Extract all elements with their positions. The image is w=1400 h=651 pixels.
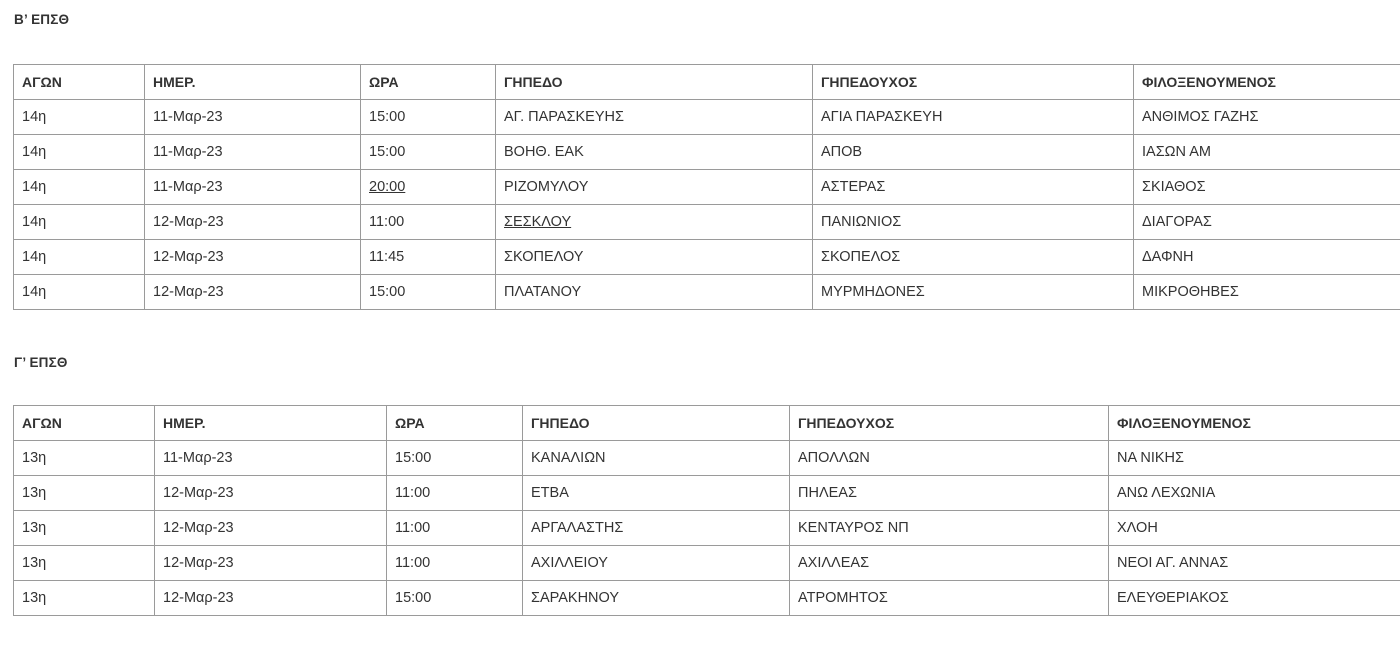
cell-agon: 14η: [14, 205, 145, 240]
cell-stadium-changed: ΣΑΡΑΚΗΝΟΥ: [523, 581, 790, 616]
section-title-b-epsth: Β’ ΕΠΣΘ: [14, 12, 70, 27]
cell-home-team: ΜΥΡΜΗΔΟΝΕΣ: [813, 275, 1134, 310]
cell-agon: 13η: [14, 511, 155, 546]
cell-stadium-changed: ΣΕΣΚΛΟΥ: [496, 205, 813, 240]
cell-time: 11:00: [387, 476, 523, 511]
cell-time: 11:00: [361, 205, 496, 240]
fixtures-table-b-epsth: [13, 64, 1400, 310]
cell-agon: 14η: [14, 100, 145, 135]
cell-agon: 13η: [14, 476, 155, 511]
cell-stadium: ΚΑΝΑΛΙΩΝ: [523, 441, 790, 476]
cell-away-team: ΔΙΑΓΟΡΑΣ: [1134, 205, 1400, 240]
cell-away-team: ΝΕΟΙ ΑΓ. ΑΝΝΑΣ: [1109, 546, 1400, 581]
table-row: [14, 135, 1400, 170]
table-row: [14, 205, 1400, 240]
cell-time: 11:00: [387, 546, 523, 581]
cell-agon: 14η: [14, 240, 145, 275]
cell-away-team: ΝΑ ΝΙΚΗΣ: [1109, 441, 1400, 476]
cell-agon: 14η: [14, 135, 145, 170]
cell-date: 12-Μαρ-23: [145, 275, 361, 310]
cell-stadium: ΠΛΑΤΑΝΟΥ: [496, 275, 813, 310]
cell-agon: 13η: [14, 581, 155, 616]
cell-agon: 13η: [14, 546, 155, 581]
header-stadium: ΓΗΠΕΔΟ: [496, 65, 813, 100]
cell-date: 11-Μαρ-23: [145, 100, 361, 135]
cell-date: 12-Μαρ-23: [155, 511, 387, 546]
cell-away-team: ΑΝΩ ΛΕΧΩΝΙΑ: [1109, 476, 1400, 511]
header-away-team: ΦΙΛΟΞΕΝΟΥΜΕΝΟΣ: [1109, 406, 1400, 441]
cell-away-team: ΕΛΕΥΘΕΡΙΑΚΟΣ: [1109, 581, 1400, 616]
cell-home-team: ΑΓΙΑ ΠΑΡΑΣΚΕΥΗ: [813, 100, 1134, 135]
table-row: [14, 546, 1400, 581]
cell-date: 12-Μαρ-23: [155, 476, 387, 511]
cell-away-team: ΧΛΟΗ: [1109, 511, 1400, 546]
cell-home-team: ΑΣΤΕΡΑΣ: [813, 170, 1134, 205]
header-away-team: ΦΙΛΟΞΕΝΟΥΜΕΝΟΣ: [1134, 65, 1400, 100]
cell-home-team: ΠΑΝΙΩΝΙΟΣ: [813, 205, 1134, 240]
cell-away-team: ΑΝΘΙΜΟΣ ΓΑΖΗΣ: [1134, 100, 1400, 135]
cell-time: 11:45: [361, 240, 496, 275]
cell-away-team: ΣΚΙΑΘΟΣ: [1134, 170, 1400, 205]
cell-stadium: ΕΤΒΑ: [523, 476, 790, 511]
cell-time: 15:00: [387, 441, 523, 476]
header-date: ΗΜΕΡ.: [145, 65, 361, 100]
cell-date: 12-Μαρ-23: [145, 240, 361, 275]
cell-agon: 14η: [14, 275, 145, 310]
header-time: ΩΡΑ: [387, 406, 523, 441]
table-row: [14, 476, 1400, 511]
cell-stadium: ΡΙΖΟΜΥΛΟΥ: [496, 170, 813, 205]
table-row: [14, 581, 1400, 616]
cell-date: 11-Μαρ-23: [145, 135, 361, 170]
cell-agon: 13η: [14, 441, 155, 476]
fixtures-table-g-epsth: [13, 405, 1400, 616]
cell-date: 12-Μαρ-23: [155, 546, 387, 581]
cell-stadium: ΑΧΙΛΛΕΙΟΥ: [523, 546, 790, 581]
header-home-team: ΓΗΠΕΔΟΥΧΟΣ: [813, 65, 1134, 100]
cell-stadium: ΑΓ. ΠΑΡΑΣΚΕΥΗΣ: [496, 100, 813, 135]
section-title-g-epsth: Γ’ ΕΠΣΘ: [14, 355, 68, 370]
cell-date: 11-Μαρ-23: [145, 170, 361, 205]
cell-home-team: ΣΚΟΠΕΛΟΣ: [813, 240, 1134, 275]
cell-stadium: ΑΡΓΑΛΑΣΤΗΣ: [523, 511, 790, 546]
cell-date: 11-Μαρ-23: [155, 441, 387, 476]
table-header-row: [14, 406, 1400, 441]
table-header-row: [14, 65, 1400, 100]
table-row: [14, 240, 1400, 275]
table-row: [14, 100, 1400, 135]
cell-away-team: ΜΙΚΡΟΘΗΒΕΣ: [1134, 275, 1400, 310]
cell-stadium: ΒΟΗΘ. ΕΑΚ: [496, 135, 813, 170]
header-date: ΗΜΕΡ.: [155, 406, 387, 441]
cell-home-team: ΑΠΟΛΛΩΝ: [790, 441, 1109, 476]
cell-time: 15:00: [387, 581, 523, 616]
table-row: [14, 511, 1400, 546]
header-agon: ΑΓΩΝ: [14, 65, 145, 100]
table-row: [14, 441, 1400, 476]
table-row: [14, 170, 1400, 205]
cell-agon: 14η: [14, 170, 145, 205]
cell-date: 12-Μαρ-23: [155, 581, 387, 616]
cell-home-team: ΑΧΙΛΛΕΑΣ: [790, 546, 1109, 581]
cell-time: 15:00: [361, 135, 496, 170]
cell-away-team: ΙΑΣΩΝ ΑΜ: [1134, 135, 1400, 170]
cell-time-changed: 20:00: [361, 170, 496, 205]
table-row: [14, 275, 1400, 310]
cell-home-team: ΑΤΡΟΜΗΤΟΣ: [790, 581, 1109, 616]
cell-time: 15:00: [361, 100, 496, 135]
cell-away-team: ΔΑΦΝΗ: [1134, 240, 1400, 275]
cell-home-team: ΚΕΝΤΑΥΡΟΣ ΝΠ: [790, 511, 1109, 546]
header-agon: ΑΓΩΝ: [14, 406, 155, 441]
cell-date: 12-Μαρ-23: [145, 205, 361, 240]
cell-home-team: ΠΗΛΕΑΣ: [790, 476, 1109, 511]
cell-stadium: ΣΚΟΠΕΛΟΥ: [496, 240, 813, 275]
header-time: ΩΡΑ: [361, 65, 496, 100]
cell-time: 15:00: [361, 275, 496, 310]
header-stadium: ΓΗΠΕΔΟ: [523, 406, 790, 441]
cell-time: 11:00: [387, 511, 523, 546]
header-home-team: ΓΗΠΕΔΟΥΧΟΣ: [790, 406, 1109, 441]
cell-home-team: ΑΠΟΒ: [813, 135, 1134, 170]
